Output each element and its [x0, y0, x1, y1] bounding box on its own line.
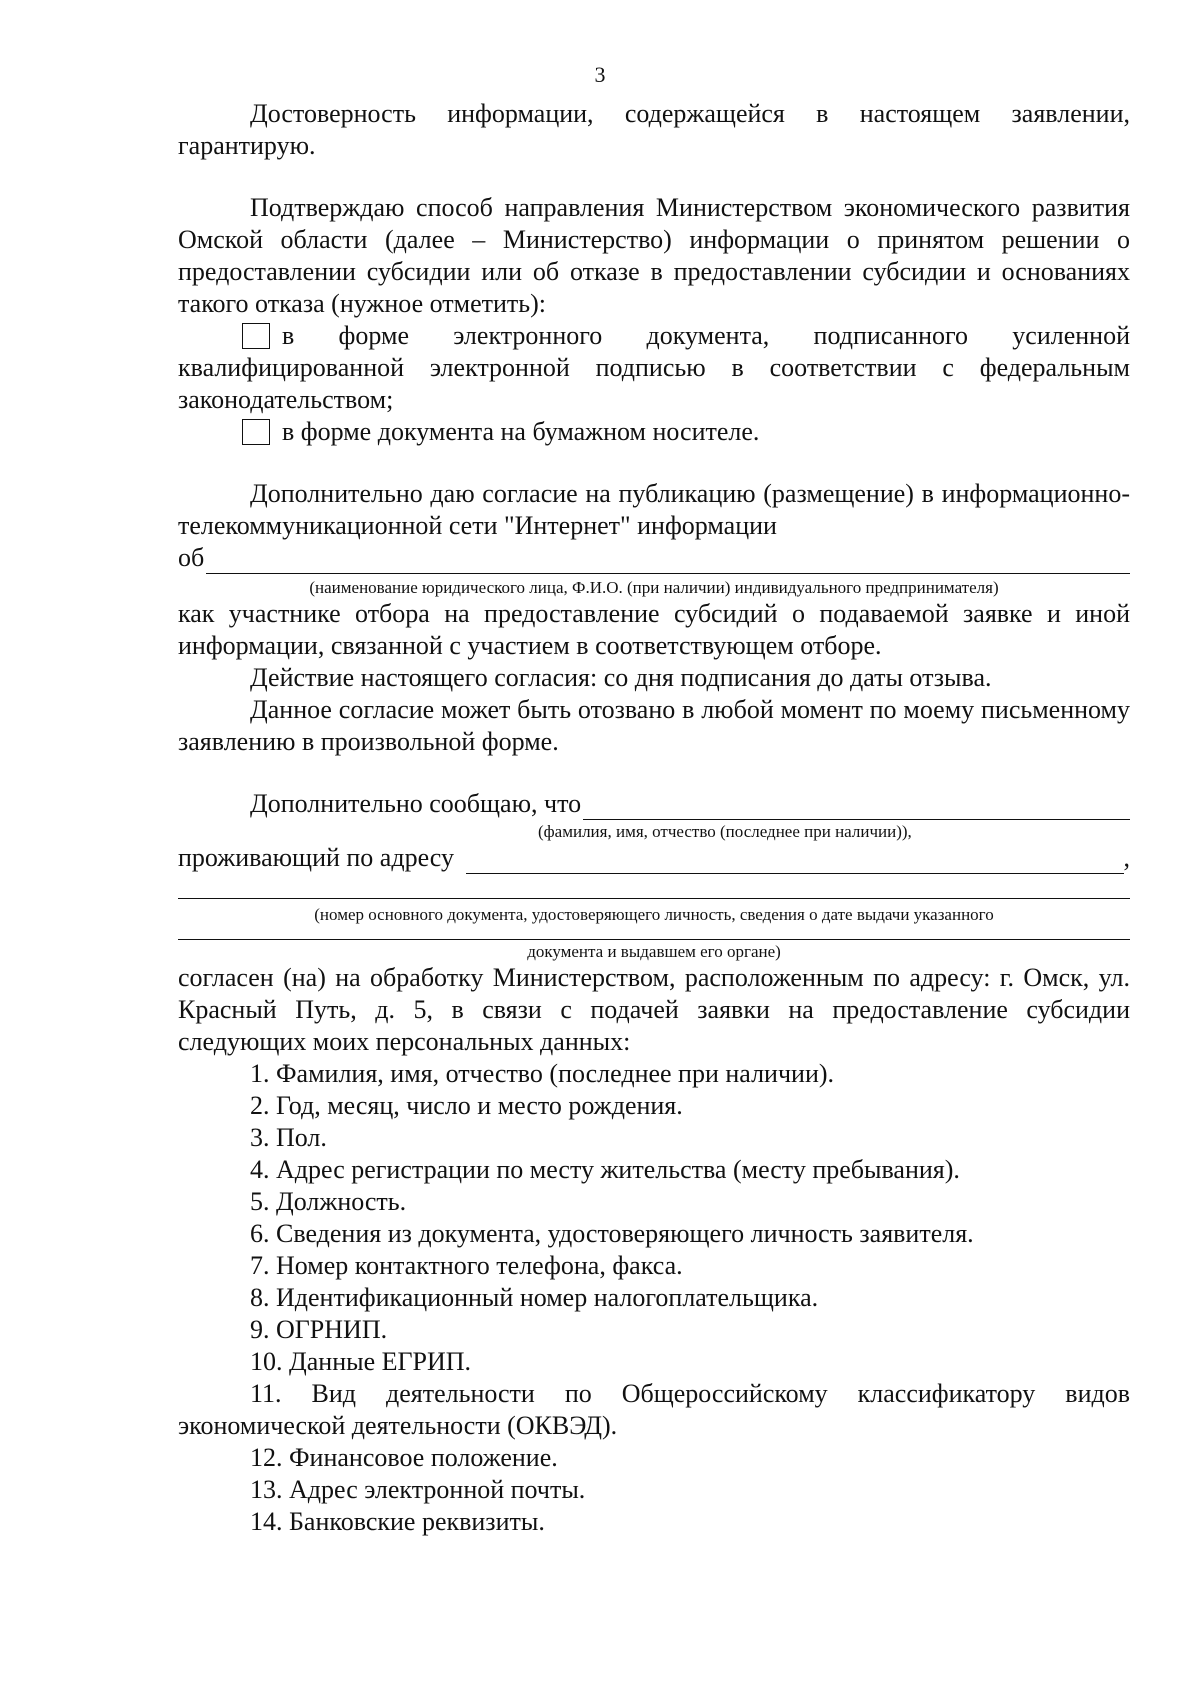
list-item: 3. Пол. [250, 1123, 327, 1152]
validity-paragraph: Действие настоящего согласия: со дня подписания до даты отзыва. [250, 663, 992, 692]
full-name-field[interactable] [583, 795, 1130, 820]
id-document-field[interactable] [178, 874, 1130, 899]
list-item: 7. Номер контактного телефона, факса. [250, 1251, 683, 1280]
electronic-document-checkbox[interactable] [242, 323, 270, 349]
option-paper [178, 416, 1130, 448]
organization-name-field[interactable] [206, 549, 1130, 574]
list-item: 5. Должность. [250, 1187, 407, 1216]
list-item: 10. Данные ЕГРИП. [250, 1347, 472, 1376]
participant-paragraph: как участнике отбора на предоставление субсидий о подаваемой заявке и иной информации, связанной с участием в соответствующем отборе. [178, 599, 1130, 660]
list-item: 4. Адрес регистрации по месту жительства (месту пребывания). [250, 1155, 960, 1184]
list-item: 13. Адрес электронной почты. [250, 1475, 586, 1504]
list-item: 2. Год, месяц, число и место рождения. [250, 1091, 683, 1120]
id-document-caption-1: (номер основного документа, удостоверяющего личность, сведения о дате выдачи указанного [314, 905, 994, 924]
about-prefix: об [178, 543, 205, 572]
address-field[interactable] [466, 849, 1124, 874]
document-body [178, 98, 1130, 1538]
address-row [178, 842, 1130, 874]
list-item: 1. Фамилия, имя, отчество (последнее при наличии). [250, 1059, 835, 1088]
option-electronic-label: в форме электронного документа, подписанного усиленной квалифицированной электронной подписью в соответствии с федеральным законодательством; [178, 321, 1130, 414]
list-item: 12. Финансовое положение. [250, 1443, 558, 1472]
list-item: 11. Вид деятельности по Общероссийскому классификатору видов экономической деятельности (ОКВЭД). [178, 1379, 1130, 1440]
confirm-method-paragraph: Подтверждаю способ направления Министерством экономического развития Омской области (далее – Министерство) информации о принятом решении о предоставлении субсидии или об отказе в предоставлении субсидии и основаниях такого отказа (нужное отметить): [178, 193, 1130, 318]
option-paper-label: в форме документа на бумажном носителе. [282, 417, 760, 446]
list-item: 8. Идентификационный номер налогоплательщика. [250, 1283, 819, 1312]
organization-name-caption: (наименование юридического лица, Ф.И.О. (при наличии) индивидуального предпринимателя) [309, 578, 999, 597]
paper-document-checkbox[interactable] [242, 419, 270, 445]
list-item: 6. Сведения из документа, удостоверяющего личность заявителя. [250, 1219, 974, 1248]
list-item: 14. Банковские реквизиты. [250, 1507, 545, 1536]
additionally-inform-label: Дополнительно сообщаю, что [250, 789, 582, 818]
list-item: 9. ОГРНИП. [250, 1315, 388, 1344]
processing-consent-paragraph: согласен (на) на обработку Министерством, расположенным по адресу: г. Омск, ул. Красный Путь, д. 5, в связи с подачей заявки на предоставление субсидии следующих моих персональных данных: [178, 963, 1130, 1056]
address-comma: , [1123, 843, 1130, 872]
revoke-paragraph: Данное согласие может быть отозвано в любой момент по моему письменному заявлению в произвольной форме. [178, 695, 1130, 756]
residing-label: проживающий по адресу [178, 843, 454, 872]
full-name-caption: (фамилия, имя, отчество (последнее при наличии)), [538, 822, 912, 841]
option-electronic [178, 320, 1130, 416]
consent-publish-paragraph: Дополнительно даю согласие на публикацию (размещение) в информационно-телекоммуникационной сети "Интернет" информации [178, 479, 1130, 540]
id-document-field-2[interactable] [178, 925, 1130, 940]
organization-name-row [178, 542, 1130, 574]
personal-data-list [178, 1058, 1130, 1538]
reliability-paragraph: Достоверность информации, содержащейся в настоящем заявлении, гарантирую. [178, 99, 1130, 160]
full-name-row [178, 788, 1130, 820]
page-number: 3 [594, 62, 606, 87]
id-document-caption-2: документа и выдавшем его органе) [527, 942, 781, 961]
